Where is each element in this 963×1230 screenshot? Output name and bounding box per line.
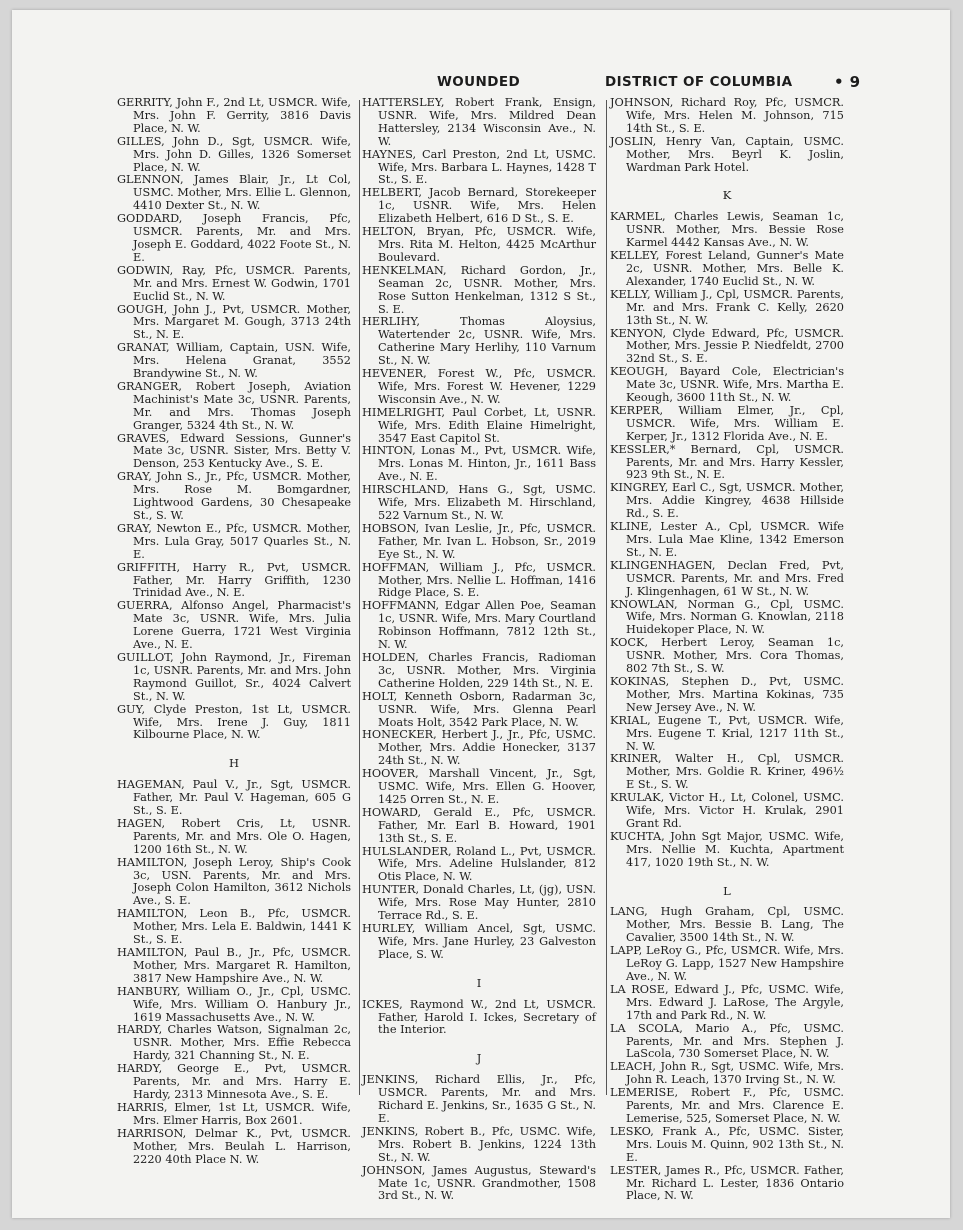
casualty-entry: GUILLOT, John Raymond, Jr., Fireman 1c, USNR. Parents, Mr. and Mrs. John Raymond Guillot, Sr., 4024 Calvert St., N. W. xyxy=(117,650,351,703)
casualty-entry: KESSLER,* Bernard, Cpl, USMCR. Parents, Mr. and Mrs. Harry Kessler, 923 9th St., N. E. xyxy=(610,442,844,482)
casualty-entry: KOCK, Herbert Leroy, Seaman 1c, USNR. Mother, Mrs. Cora Thomas, 802 7th St., S. W. xyxy=(610,636,844,676)
section-letter-heading: H xyxy=(228,756,240,771)
casualty-entry: GILLES, John D., Sgt, USMCR. Wife, Mrs. John D. Gilles, 1326 Somerset Place, N. W. xyxy=(117,134,351,174)
column-3 xyxy=(610,97,844,1203)
casualty-entry: LEACH, John R., Sgt, USMC. Wife, Mrs. John R. Leach, 1370 Irving St., N. W. xyxy=(610,1060,844,1087)
casualty-entry: GODDARD, Joseph Francis, Pfc, USMCR. Parents, Mr. and Mrs. Joseph E. Goddard, 4022 Foote St., N. E. xyxy=(117,212,351,264)
casualty-entry: JENKINS, Robert B., Pfc, USMC. Wife, Mrs. Robert B. Jenkins, 1224 13th St., N. W. xyxy=(362,1124,596,1164)
casualty-entry: GRIFFITH, Harry R., Pvt, USMCR. Father, Mr. Harry Griffith, 1230 Trinidad Ave., N. E. xyxy=(117,560,351,600)
casualty-entry: LESTER, James R., Pfc, USMCR. Father, Mr. Richard L. Lester, 1836 Ontario Place, N. W. xyxy=(610,1163,844,1203)
page-number xyxy=(834,73,860,91)
casualty-entry: KOKINAS, Stephen D., Pvt, USMC. Mother, Mrs. Martina Kokinas, 735 New Jersey Ave., N. W. xyxy=(610,674,844,714)
casualty-entry: GRANAT, William, Captain, USN. Wife, Mrs. Helena Granat, 3552 Brandywine St., N. W. xyxy=(117,341,351,381)
section-letter-heading: J xyxy=(476,1051,482,1066)
column-divider xyxy=(606,100,607,1095)
casualty-entry: KRINER, Walter H., Cpl, USMCR. Mother, Mrs. Goldie R. Kriner, 496½ E St., S. W. xyxy=(610,752,844,792)
casualty-entry: HELBERT, Jacob Bernard, Storekeeper 1c, USNR. Wife, Mrs. Helen Elizabeth Helbert, 616 D St., S. E. xyxy=(362,186,596,226)
casualty-entry: HOLDEN, Charles Francis, Radioman 3c, USNR. Mother, Mrs. Virginia Catherine Holden, 229 14th St., N. E. xyxy=(362,650,596,690)
casualty-entry: HOFFMANN, Edgar Allen Poe, Seaman 1c, USNR. Wife, Mrs. Mary Courtland Robinson Hoffmann, 7812 12th St., N. W. xyxy=(362,599,596,652)
section-letter-heading: L xyxy=(723,883,731,898)
casualty-entry: GODWIN, Ray, Pfc, USMCR. Parents, Mr. and Mrs. Ernest W. Godwin, 1701 Euclid St., N. W. xyxy=(117,263,351,303)
casualty-entry: KLINGENHAGEN, Declan Fred, Pvt, USMCR. Parents, Mr. and Mrs. Fred J. Klingenhagen, 61 W St., N. W. xyxy=(610,558,844,598)
casualty-entry: JOHNSON, James Augustus, Steward's Mate 1c, USNR. Grandmother, 1508 3rd St., N. W. xyxy=(362,1163,596,1203)
casualty-entry: HENKELMAN, Richard Gordon, Jr., Seaman 2c, USNR. Mother, Mrs. Rose Sutton Henkelman, 1312 S St., S. E. xyxy=(362,263,596,316)
casualty-entry: HAMILTON, Joseph Leroy, Ship's Cook 3c, USN. Parents, Mr. and Mrs. Joseph Colon Hamilton, 3612 Nichols Ave., S. E. xyxy=(117,855,351,908)
column-1 xyxy=(117,97,351,1166)
page-number-value: 9 xyxy=(849,73,861,91)
casualty-entry: HEVENER, Forest W., Pfc, USMCR. Wife, Mrs. Forest W. Hevener, 1229 Wisconsin Ave., N. W. xyxy=(362,367,596,406)
casualty-entry: HARDY, George E., Pvt, USMCR. Parents, Mr. and Mrs. Harry E. Hardy, 2313 Minnesota Ave., S. E. xyxy=(117,1062,351,1101)
casualty-entry: GUERRA, Alfonso Angel, Pharmacist's Mate 3c, USNR. Wife, Mrs. Julia Lorene Guerra, 1721 West Virginia Ave., N. E. xyxy=(117,599,351,652)
casualty-entry: ICKES, Raymond W., 2nd Lt, USMCR. Father, Harold I. Ickes, Secretary of the Interior. xyxy=(362,997,596,1037)
casualty-entry: GRANGER, Robert Joseph, Aviation Machinist's Mate 3c, USNR. Parents, Mr. and Mrs. Thomas Joseph Granger, 5324 4th St., N. W. xyxy=(117,379,351,432)
casualty-entry: LEMERISE, Robert F., Pfc, USMC. Parents, Mr. and Mrs. Clarence E. Lemerise, 525, Somerset Place, N. W. xyxy=(610,1086,844,1125)
section-letter-heading: K xyxy=(722,188,732,203)
casualty-entry: KARMEL, Charles Lewis, Seaman 1c, USNR. Mother, Mrs. Bessie Rose Karmel 4442 Kansas Ave., N. W. xyxy=(610,210,844,250)
casualty-entry: KENYON, Clyde Edward, Pfc, USMCR. Mother, Mrs. Jessie P. Niedfeldt, 2700 32nd St., S. E. xyxy=(610,326,844,366)
casualty-entry: GRAVES, Edward Sessions, Gunner's Mate 3c, USNR. Sister, Mrs. Betty V. Denson, 253 Kentucky Ave., S. E. xyxy=(117,431,351,471)
casualty-entry: HANBURY, William O., Jr., Cpl, USMC. Wife, Mrs. William O. Hanbury Jr., 1619 Massachusetts Ave., N. W. xyxy=(117,984,351,1024)
casualty-entry: HOOVER, Marshall Vincent, Jr., Sgt, USMC. Wife, Mrs. Ellen G. Hoover, 1425 Orren St., N. E. xyxy=(362,767,596,806)
column-2 xyxy=(362,97,596,1203)
casualty-entry: KNOWLAN, Norman G., Cpl, USMC. Wife, Mrs. Norman G. Knowlan, 2118 Huidekoper Place, N. W. xyxy=(610,597,844,637)
casualty-entry: LESKO, Frank A., Pfc, USMC. Sister, Mrs. Louis M. Quinn, 902 13th St., N. E. xyxy=(610,1124,844,1164)
casualty-entry: JOSLIN, Henry Van, Captain, USMC. Mother, Mrs. Beyrl K. Joslin, Wardman Park Hotel. xyxy=(610,134,844,174)
casualty-entry: HARDY, Charles Watson, Signalman 2c, USNR. Mother, Mrs. Effie Rebecca Hardy, 321 Channing St., N. E. xyxy=(117,1023,351,1063)
casualty-entry: LAPP, LeRoy G., Pfc, USMCR. Wife, Mrs. LeRoy G. Lapp, 1527 New Hampshire Ave., N. W. xyxy=(610,944,844,983)
casualty-entry: HATTERSLEY, Robert Frank, Ensign, USNR. Wife, Mrs. Mildred Dean Hattersley, 2134 Wisconsin Ave., N. W. xyxy=(362,96,596,148)
casualty-entry: KRULAK, Victor H., Lt, Colonel, USMC. Wife, Mrs. Victor H. Krulak, 2901 Grant Rd. xyxy=(610,791,844,830)
page-header xyxy=(12,74,950,94)
casualty-entry: HOFFMAN, William J., Pfc, USMCR. Mother, Mrs. Nellie L. Hoffman, 1416 Ridge Place, S. E. xyxy=(362,560,596,600)
casualty-entry: KEOUGH, Bayard Cole, Electrician's Mate 3c, USNR. Wife, Mrs. Martha E. Keough, 3600 11th St., N. W. xyxy=(610,365,844,405)
casualty-entry: HARRISON, Delmar K., Pvt, USMCR. Mother, Mrs. Beulah L. Harrison, 2220 40th Place N. W. xyxy=(117,1126,351,1166)
casualty-entry: KRIAL, Eugene T., Pvt, USMCR. Wife, Mrs. Eugene T. Krial, 1217 11th St., N. W. xyxy=(610,713,844,753)
casualty-entry: HIMELRIGHT, Paul Corbet, Lt, USNR. Wife, Mrs. Edith Elaine Himelright, 3547 East Capitol St. xyxy=(362,405,596,445)
bullet-separator: • xyxy=(834,73,844,91)
casualty-entry: KUCHTA, John Sgt Major, USMC. Wife, Mrs. Nellie M. Kuchta, Apartment 417, 1020 19th St., N. W. xyxy=(610,829,844,869)
section-letter-heading: I xyxy=(476,975,482,990)
casualty-entry: JENKINS, Richard Ellis, Jr., Pfc, USMCR. Parents, Mr. and Mrs. Richard E. Jenkins, Sr., 1635 G St., N. E. xyxy=(362,1073,596,1125)
casualty-entry: KERPER, William Elmer, Jr., Cpl, USMCR. Wife, Mrs. William E. Kerper, Jr., 1312 Florida Ave., N. E. xyxy=(610,403,844,443)
document-page xyxy=(12,10,950,1218)
casualty-entry: HUNTER, Donald Charles, Lt, (jg), USN. Wife, Mrs. Rose May Hunter, 2810 Terrace Rd., S. E. xyxy=(362,883,596,923)
casualty-entry: LA ROSE, Edward J., Pfc, USMC. Wife, Mrs. Edward J. LaRose, The Argyle, 17th and Park Rd., N. W. xyxy=(610,982,844,1022)
casualty-entry: HELTON, Bryan, Pfc, USMCR. Wife, Mrs. Rita M. Helton, 4425 McArthur Boulevard. xyxy=(362,225,596,264)
casualty-entry: GRAY, Newton E., Pfc, USMCR. Mother, Mrs. Lula Gray, 5017 Quarles St., N. E. xyxy=(117,521,351,561)
casualty-entry: JOHNSON, Richard Roy, Pfc, USMCR. Wife, Mrs. Helen M. Johnson, 715 14th St., S. E. xyxy=(610,96,844,135)
casualty-entry: HINTON, Lonas M., Pvt, USMCR. Wife, Mrs. Lonas M. Hinton, Jr., 1611 Bass Ave., N. E. xyxy=(362,444,596,484)
casualty-entry: HERLIHY, Thomas Aloysius, Watertender 2c, USNR. Wife, Mrs. Catherine Mary Herlihy, 110 Varnum St., N. W. xyxy=(362,315,596,368)
casualty-entry: LANG, Hugh Graham, Cpl, USMC. Mother, Mrs. Bessie B. Lang, The Cavalier, 3500 14th St., N. W. xyxy=(610,905,844,945)
casualty-entry: HAGEMAN, Paul V., Jr., Sgt, USMCR. Father, Mr. Paul V. Hageman, 605 G St., S. E. xyxy=(117,778,351,818)
casualty-entry: KINGREY, Earl C., Sgt, USMCR. Mother, Mrs. Addie Kingrey, 4638 Hillside Rd., S. E. xyxy=(610,481,844,521)
casualty-entry: GERRITY, John F., 2nd Lt, USMCR. Wife, Mrs. John F. Gerrity, 3816 Davis Place, N. W. xyxy=(117,96,351,135)
casualty-entry: HARRIS, Elmer, 1st Lt, USMCR. Wife, Mrs. Elmer Harris, Box 2601. xyxy=(117,1100,351,1127)
casualty-entry: HAYNES, Carl Preston, 2nd Lt, USMC. Wife, Mrs. Barbara L. Haynes, 1428 T St., S. E. xyxy=(362,147,596,187)
casualty-entry: HAGEN, Robert Cris, Lt, USNR. Parents, Mr. and Mrs. Ole O. Hagen, 1200 16th St., N. W. xyxy=(117,816,351,856)
casualty-entry: HIRSCHLAND, Hans G., Sgt, USMC. Wife, Mrs. Elizabeth M. Hirschland, 522 Varnum St., N. W. xyxy=(362,483,596,522)
casualty-entry: HOBSON, Ivan Leslie, Jr., Pfc, USMCR. Father, Mr. Ivan L. Hobson, Sr., 2019 Eye St., N. W. xyxy=(362,521,596,561)
casualty-entry: KELLEY, Forest Leland, Gunner's Mate 2c, USNR. Mother, Mrs. Belle K. Alexander, 1740 Euclid St., N. W. xyxy=(610,249,844,288)
casualty-entry: HOWARD, Gerald E., Pfc, USMCR. Father, Mr. Earl B. Howard, 1901 13th St., S. E. xyxy=(362,805,596,845)
casualty-entry: KLINE, Lester A., Cpl, USMCR. Wife Mrs. Lula Mae Kline, 1342 Emerson St., N. E. xyxy=(610,520,844,559)
casualty-entry: HAMILTON, Leon B., Pfc, USMCR. Mother, Mrs. Lela E. Baldwin, 1441 K St., S. E. xyxy=(117,907,351,947)
casualty-entry: KELLY, William J., Cpl, USMCR. Parents, Mr. and Mrs. Frank C. Kelly, 2620 13th St., N. W. xyxy=(610,287,844,327)
column-divider xyxy=(359,100,360,1095)
casualty-entry: GOUGH, John J., Pvt, USMCR. Mother, Mrs. Margaret M. Gough, 3713 24th St., N. E. xyxy=(117,302,351,342)
casualty-entry: HONECKER, Herbert J., Jr., Pfc, USMC. Mother, Mrs. Addie Honecker, 3137 24th St., N. W. xyxy=(362,728,596,768)
casualty-entry: LA SCOLA, Mario A., Pfc, USMC. Parents, Mr. and Mrs. Stephen J. LaScola, 730 Somerset Place, N. W. xyxy=(610,1021,844,1061)
casualty-entry: HAMILTON, Paul B., Jr., Pfc, USMCR. Mother, Mrs. Margaret R. Hamilton, 3817 New Hampshire Ave., N. W. xyxy=(117,946,351,985)
casualty-entry: HURLEY, William Ancel, Sgt, USMC. Wife, Mrs. Jane Hurley, 23 Galveston Place, S. W. xyxy=(362,922,596,961)
casualty-entry: HULSLANDER, Roland L., Pvt, USMCR. Wife, Mrs. Adeline Hulslander, 812 Otis Place, N. W. xyxy=(362,844,596,884)
casualty-entry: HOLT, Kenneth Osborn, Radarman 3c, USNR. Wife, Mrs. Glenna Pearl Moats Holt, 3542 Park Place, N. W. xyxy=(362,689,596,729)
section-title: WOUNDED xyxy=(437,74,521,90)
casualty-entry: GRAY, John S., Jr., Pfc, USMCR. Mother, Mrs. Rose M. Bomgardner, Lightwood Gardens, 30 Chesapeake St., S. W. xyxy=(117,470,351,522)
district-title: DISTRICT OF COLUMBIA xyxy=(605,74,793,90)
casualty-entry: GUY, Clyde Preston, 1st Lt, USMCR. Wife, Mrs. Irene J. Guy, 1811 Kilbourne Place, N. W. xyxy=(117,702,351,742)
casualty-entry: GLENNON, James Blair, Jr., Lt Col, USMC. Mother, Mrs. Ellie L. Glennon, 4410 Dexter St., N. W. xyxy=(117,173,351,213)
